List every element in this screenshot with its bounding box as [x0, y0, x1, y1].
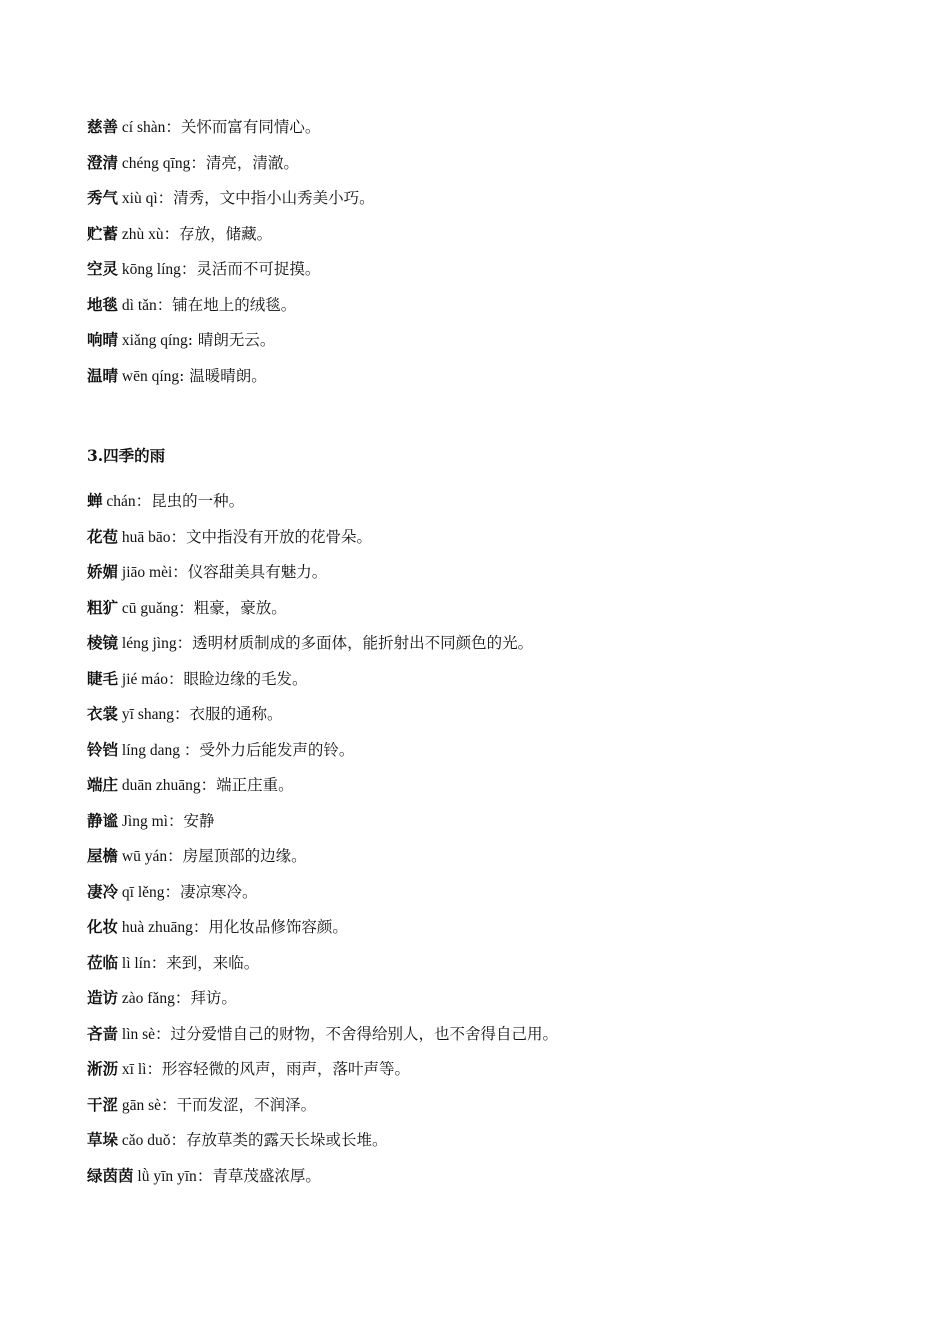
- vocab-entry: [87, 625, 907, 661]
- vocab-pinyin: lìn sè: [118, 1025, 156, 1043]
- vocab-term: 空灵: [87, 259, 119, 278]
- vocab-definition: ：灵活而不可捉摸。: [180, 260, 321, 278]
- vocab-entry: [87, 554, 907, 590]
- vocab-entry: [87, 661, 907, 697]
- vocab-pinyin: cǎo duǒ: [118, 1132, 171, 1149]
- vocab-definition: ：关怀而富有同情心。: [165, 118, 321, 136]
- vocab-pinyin: cí shàn: [118, 119, 166, 136]
- vocab-definition: ：端正庄重。: [200, 776, 294, 794]
- vocab-definition: ：铺在地上的绒毯。: [156, 295, 297, 314]
- vocab-pinyin: zào fǎng: [118, 990, 175, 1007]
- vocab-entry: [87, 180, 907, 216]
- vocab-entry: [87, 1158, 907, 1194]
- vocab-pinyin: Jìng mì: [118, 812, 168, 830]
- vocab-term: 化妆: [87, 917, 119, 936]
- vocab-pinyin: wū yán: [118, 848, 168, 865]
- vocab-term: 衣裳: [87, 704, 119, 723]
- vocab-pinyin: cū guǎng: [118, 599, 179, 617]
- vocab-term: 吝啬: [87, 1023, 119, 1043]
- vocab-pinyin: zhù xù: [118, 225, 164, 243]
- vocab-term: 静谧: [87, 810, 119, 830]
- vocab-term: 慈善: [87, 117, 119, 136]
- vocab-pinyin: chéng qīng: [118, 154, 191, 172]
- vocab-term: 屋檐: [87, 846, 119, 865]
- vocab-pinyin: gān sè: [118, 1096, 162, 1114]
- vocab-definition: ：昆虫的一种。: [135, 492, 245, 510]
- vocab-entry: [87, 909, 907, 945]
- vocab-pinyin: yī shang: [118, 706, 174, 723]
- vocab-term: 绿茵茵: [87, 1165, 134, 1185]
- vocab-pinyin: léng jìng: [118, 635, 177, 652]
- vocab-pinyin: qī lěng: [118, 883, 165, 901]
- vocab-entry: [87, 1087, 907, 1123]
- vocab-term: 端庄: [87, 775, 119, 794]
- vocab-definition: ：仪容甜美具有魅力。: [172, 563, 328, 581]
- vocab-definition: ：存放草类的露天长垛或长堆。: [170, 1131, 388, 1149]
- vocab-definition: ：来到，来临。: [150, 953, 260, 972]
- vocab-term: 秀气: [87, 188, 119, 207]
- vocab-term: 澄清: [87, 152, 119, 172]
- vocab-term: 响晴: [87, 330, 119, 349]
- vocab-definition: : 温暖晴朗。: [179, 366, 267, 385]
- vocab-entry: [87, 483, 907, 519]
- vocab-entry: [87, 216, 907, 252]
- vocab-definition: : 晴朗无云。: [187, 331, 276, 349]
- vocab-definition: ：清秀，文中指小山秀美小巧。: [157, 189, 375, 207]
- vocab-definition: ：青草茂盛浓厚。: [196, 1166, 321, 1185]
- vocab-definition: ：安静: [167, 811, 215, 830]
- vocab-definition: ：用化妆品修饰容颜。: [192, 918, 348, 936]
- vocab-definition: ：房屋顶部的边缘。: [167, 847, 307, 865]
- vocab-term: 草垛: [87, 1130, 119, 1149]
- vocab-definition: ：眼睑边缘的毛发。: [167, 669, 308, 688]
- vocab-entry: [87, 358, 907, 394]
- vocab-term: 花苞: [87, 526, 119, 546]
- vocab-definition: ：干而发涩，不润泽。: [161, 1095, 317, 1114]
- vocab-definition: ：存放，储藏。: [163, 224, 273, 243]
- vocab-definition: ：凄凉寒冷。: [164, 882, 258, 901]
- vocab-pinyin: lì lín: [118, 954, 151, 972]
- vocab-term: 温晴: [87, 365, 119, 385]
- vocab-entry: [87, 590, 907, 626]
- vocab-term: 睫毛: [87, 668, 119, 688]
- vocab-pinyin: wēn qíng: [118, 367, 180, 385]
- vocab-pinyin: xī lì: [118, 1061, 147, 1078]
- vocab-entry: [87, 1016, 907, 1052]
- vocab-term: 地毯: [87, 294, 119, 314]
- vocab-entry: [87, 767, 907, 803]
- vocab-definition: ：形容轻微的风声，雨声，落叶声等。: [146, 1060, 410, 1078]
- vocab-term: 淅沥: [87, 1059, 119, 1078]
- vocab-entry: [87, 732, 907, 768]
- vocab-term: 棱镜: [87, 633, 119, 652]
- vocab-pinyin: dì tǎn: [118, 296, 157, 314]
- vocab-entry: [87, 519, 907, 555]
- vocab-definition: ：粗豪，豪放。: [178, 598, 287, 617]
- vocab-definition: ：过分爱惜自己的财物，不舍得给别人，也不舍得自己用。: [155, 1024, 559, 1043]
- vocab-definition: ：拜访。: [174, 989, 237, 1007]
- vocab-term: 蝉: [87, 491, 103, 510]
- vocabulary-list-2: [87, 483, 907, 1193]
- vocab-entry: [87, 803, 907, 839]
- vocab-pinyin: duān zhuāng: [118, 777, 201, 794]
- vocab-term: 贮蓄: [87, 223, 119, 243]
- vocab-pinyin: huà zhuāng: [118, 919, 193, 936]
- vocab-pinyin: chán: [102, 493, 136, 510]
- vocab-pinyin: xiù qì: [118, 190, 158, 207]
- vocab-entry: [87, 945, 907, 981]
- vocab-pinyin: líng dang: [118, 741, 184, 759]
- vocab-entry: [87, 874, 907, 910]
- vocab-pinyin: xiǎng qíng: [118, 332, 188, 349]
- vocab-term: 铃铛: [87, 739, 119, 759]
- vocab-definition: ：清亮，清澈。: [190, 153, 299, 172]
- vocab-definition: ：文中指没有开放的花骨朵。: [170, 527, 373, 546]
- vocab-entry: [87, 145, 907, 181]
- vocab-term: 凄冷: [87, 881, 119, 901]
- vocab-term: 娇媚: [87, 562, 119, 581]
- vocab-entry: [87, 322, 907, 358]
- vocab-definition: ：衣服的通称。: [173, 705, 283, 723]
- vocab-entry: [87, 980, 907, 1016]
- vocab-pinyin: lǜ yīn yīn: [133, 1167, 197, 1185]
- vocab-pinyin: huā bāo: [118, 528, 171, 546]
- vocab-pinyin: kōng líng: [118, 261, 181, 278]
- vocab-definition: ：透明材质制成的多面体，能折射出不同颜色的光。: [176, 634, 534, 652]
- vocab-entry: [87, 109, 907, 145]
- vocab-term: 造访: [87, 988, 119, 1007]
- vocab-entry: [87, 696, 907, 732]
- vocab-entry: [87, 251, 907, 287]
- vocab-entry: [87, 1051, 907, 1087]
- section-title: 3.四季的雨: [87, 446, 166, 465]
- vocab-pinyin: jiāo mèi: [118, 564, 173, 581]
- vocab-term: 干涩: [87, 1094, 119, 1114]
- vocab-term: 粗犷: [87, 597, 119, 617]
- vocab-definition: ：受外力后能发声的铃。: [183, 740, 355, 759]
- vocab-term: 莅临: [87, 952, 119, 972]
- vocab-entry: [87, 1122, 907, 1158]
- vocab-pinyin: jié máo: [118, 670, 168, 688]
- vocab-entry: [87, 287, 907, 323]
- vocab-entry: [87, 838, 907, 874]
- vocabulary-list-1: [87, 109, 907, 393]
